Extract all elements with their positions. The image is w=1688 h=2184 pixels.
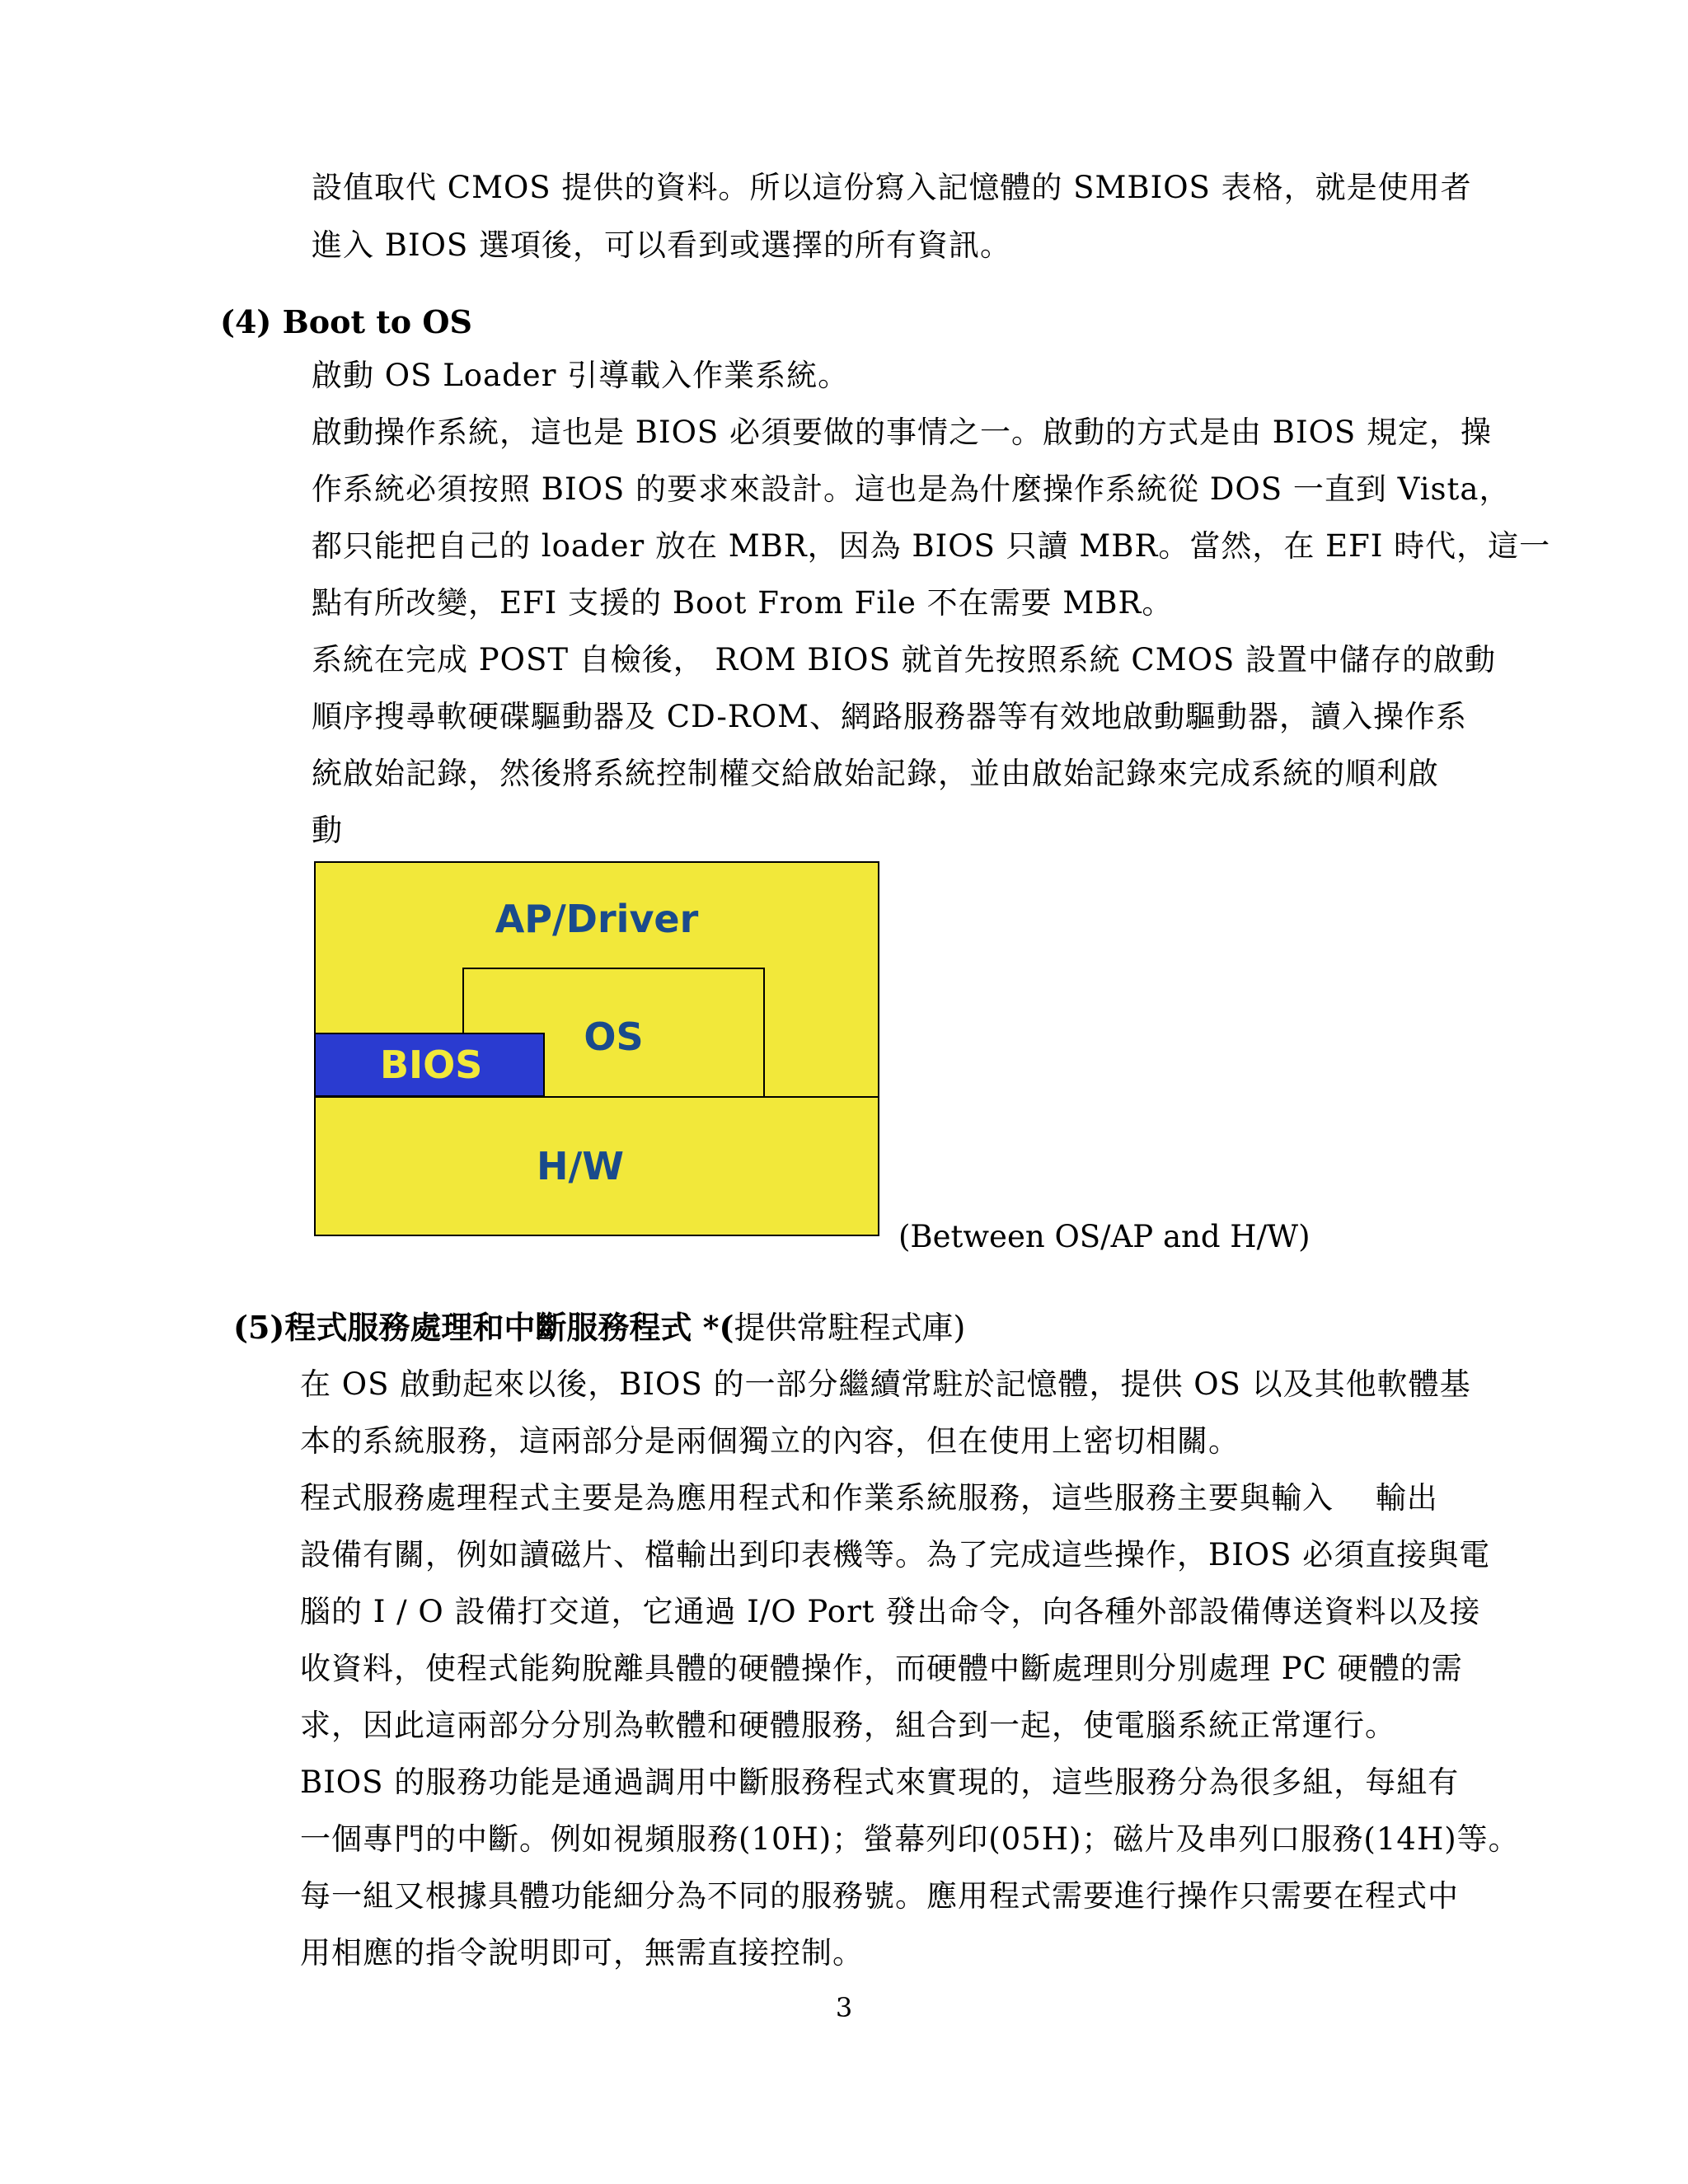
os-layer: OS: [462, 968, 765, 1096]
text-line: 求，因此這兩部分分別為軟體和硬體服務，組合到一起，使電腦系統正常運行。: [300, 1708, 1396, 1743]
section-heading-services: [233, 1309, 965, 1347]
bios-layer-diagram: [314, 861, 879, 1236]
text-line: 動: [312, 813, 343, 848]
section-heading-thin: 提供常駐程式庫): [734, 1310, 966, 1346]
page-number: 3: [835, 1992, 853, 2023]
text-line: 一個專門的中斷。例如視頻服務(10H)；螢幕列印(05H)；磁片及串列口服務(14H)等。: [300, 1821, 1520, 1857]
text-line: 收資料，使程式能夠脫離具體的硬體操作，而硬體中斷處理則分別處理 PC 硬體的需: [300, 1651, 1463, 1686]
text-line: 順序搜尋軟硬碟驅動器及 CD-ROM、網路服務器等有效地啟動驅動器，讀入操作系: [312, 699, 1467, 734]
hardware-layer: H/W: [536, 1144, 625, 1188]
text-line: 用相應的指令說明即可，無需直接控制。: [300, 1935, 864, 1971]
text-line: 本的系統服務，這兩部分是兩個獨立的內容，但在使用上密切相關。: [300, 1423, 1240, 1459]
section-heading-boot-to-os: (4) Boot to OS: [220, 303, 472, 340]
bios-layer: BIOS: [316, 1033, 545, 1097]
text-line: 設備有關，例如讀磁片、檔輸出到印表機等。為了完成這些操作，BIOS 必須直接與電: [300, 1537, 1491, 1572]
text-line: 點有所改變，EFI 支援的 Boot From File 不在需要 MBR。: [312, 585, 1174, 621]
diagram-caption: (Between OS/AP and H/W): [898, 1219, 1311, 1254]
text-line: 啟動 OS Loader 引導載入作業系統。: [312, 358, 850, 393]
text-line: 都只能把自己的 loader 放在 MBR，因為 BIOS 只讀 MBR。當然，在 EFI 時代，這一: [312, 528, 1551, 564]
section-heading-bold: (5)程式服務處理和中斷服務程式 *(: [233, 1309, 734, 1346]
text-line: 在 OS 啟動起來以後，BIOS 的一部分繼續常駐於記憶體，提供 OS 以及其他軟體基: [300, 1366, 1471, 1402]
text-line: 腦的 I / O 設備打交道，它通過 I/O Port 發出命令，向各種外部設備傳送資料以及接: [300, 1594, 1481, 1629]
text-line: 啟動操作系統，這也是 BIOS 必須要做的事情之一。啟動的方式是由 BIOS 規定，操: [312, 415, 1493, 450]
text-line: 程式服務處理程式主要是為應用程式和作業系統服務，這些服務主要與輸入 輸出: [300, 1480, 1438, 1516]
text-line: 進入 BIOS 選項後，可以看到或選擇的所有資訊。: [312, 227, 1012, 263]
text-line: 設值取代 CMOS 提供的資料。所以這份寫入記憶體的 SMBIOS 表格，就是使用者: [312, 170, 1472, 205]
text-line: 作系統必須按照 BIOS 的要求來設計。這也是為什麼操作系統從 DOS 一直到 Vista，: [312, 471, 1511, 507]
text-line: 每一組又根據具體功能細分為不同的服務號。應用程式需要進行操作只需要在程式中: [300, 1878, 1459, 1914]
text-line: 系統在完成 POST 自檢後， ROM BIOS 就首先按照系統 CMOS 設置中儲存的啟動: [312, 642, 1497, 677]
text-line: BIOS 的服務功能是通過調用中斷服務程式來實現的，這些服務分為很多組，每組有: [300, 1765, 1460, 1800]
text-line: 統啟始記錄，然後將系統控制權交給啟始記錄，並由啟始記錄來完成系統的順利啟: [312, 756, 1439, 791]
ap-driver-layer: AP/Driver: [495, 897, 699, 941]
